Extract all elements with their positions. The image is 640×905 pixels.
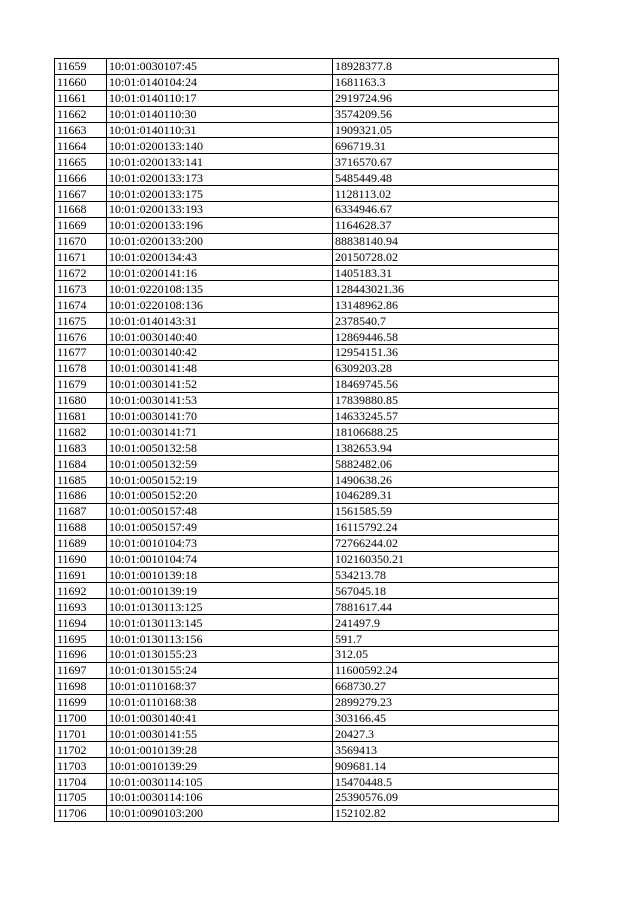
value-cell: 6334946.67 [333,202,559,218]
table-row [55,360,559,376]
table-row [55,408,559,424]
row-number-cell: 11706 [55,805,107,821]
row-number-cell: 11695 [55,631,107,647]
value-cell: 25390576.09 [333,789,559,805]
cadastral-number-cell: 10:01:0010139:19 [107,583,333,599]
cadastral-number-cell: 10:01:0030141:52 [107,376,333,392]
value-cell: 909681.14 [333,758,559,774]
table-row [55,106,559,122]
table-row [55,472,559,488]
row-number-cell: 11660 [55,74,107,90]
cadastral-number-cell: 10:01:0200133:140 [107,138,333,154]
value-cell: 312.05 [333,646,559,662]
table-row [55,217,559,233]
table-row [55,678,559,694]
row-number-cell: 11664 [55,138,107,154]
table-row [55,329,559,345]
cadastral-number-cell: 10:01:0030141:55 [107,726,333,742]
cadastral-number-cell: 10:01:0050132:59 [107,456,333,472]
value-cell: 18928377.8 [333,59,559,75]
value-cell: 5882482.06 [333,456,559,472]
cadastral-number-cell: 10:01:0030140:42 [107,345,333,361]
value-cell: 1909321.05 [333,122,559,138]
row-number-cell: 11674 [55,297,107,313]
table-row [55,154,559,170]
cadastral-number-cell: 10:01:0220108:136 [107,297,333,313]
row-number-cell: 11671 [55,249,107,265]
cadastral-number-cell: 10:01:0090103:200 [107,805,333,821]
value-cell: 14633245.57 [333,408,559,424]
cadastral-number-cell: 10:01:0010139:28 [107,742,333,758]
table-row [55,345,559,361]
row-number-cell: 11690 [55,551,107,567]
value-cell: 591.7 [333,631,559,647]
table-row [55,392,559,408]
table-row [55,742,559,758]
cadastral-number-cell: 10:01:0010104:73 [107,535,333,551]
cadastral-number-cell: 10:01:0030140:40 [107,329,333,345]
table-row [55,186,559,202]
value-cell: 241497.9 [333,615,559,631]
value-cell: 88838140.94 [333,233,559,249]
value-cell: 1164628.37 [333,217,559,233]
cadastral-number-cell: 10:01:0200134:43 [107,249,333,265]
value-cell: 1128113.02 [333,186,559,202]
value-cell: 16115792.24 [333,519,559,535]
row-number-cell: 11665 [55,154,107,170]
value-cell: 102160350.21 [333,551,559,567]
row-number-cell: 11672 [55,265,107,281]
table-body [55,59,559,822]
value-cell: 2919724.96 [333,90,559,106]
cadastral-number-cell: 10:01:0140143:31 [107,313,333,329]
table-row [55,122,559,138]
cadastral-number-cell: 10:01:0010104:74 [107,551,333,567]
value-cell: 20150728.02 [333,249,559,265]
row-number-cell: 11693 [55,599,107,615]
cadastral-number-cell: 10:01:0010139:18 [107,567,333,583]
cadastral-number-cell: 10:01:0050132:58 [107,440,333,456]
cadastral-number-cell: 10:01:0030141:70 [107,408,333,424]
cadastral-value-table [54,58,559,822]
value-cell: 7881617.44 [333,599,559,615]
cadastral-number-cell: 10:01:0200133:193 [107,202,333,218]
cadastral-number-cell: 10:01:0140104:24 [107,74,333,90]
table-row [55,74,559,90]
cadastral-number-cell: 10:01:0010139:29 [107,758,333,774]
value-cell: 1561585.59 [333,503,559,519]
row-number-cell: 11691 [55,567,107,583]
value-cell: 534213.78 [333,567,559,583]
table-row [55,599,559,615]
table-row [55,90,559,106]
table-row [55,488,559,504]
value-cell: 5485449.48 [333,170,559,186]
row-number-cell: 11703 [55,758,107,774]
row-number-cell: 11677 [55,345,107,361]
value-cell: 15470448.5 [333,774,559,790]
value-cell: 567045.18 [333,583,559,599]
cadastral-number-cell: 10:01:0030114:105 [107,774,333,790]
row-number-cell: 11686 [55,488,107,504]
table-row [55,59,559,75]
table-row [55,281,559,297]
table-row [55,789,559,805]
value-cell: 1681163.3 [333,74,559,90]
cadastral-number-cell: 10:01:0030107:45 [107,59,333,75]
cadastral-number-cell: 10:01:0050157:48 [107,503,333,519]
row-number-cell: 11668 [55,202,107,218]
table-row [55,567,559,583]
row-number-cell: 11661 [55,90,107,106]
value-cell: 696719.31 [333,138,559,154]
table-row [55,551,559,567]
row-number-cell: 11676 [55,329,107,345]
cadastral-number-cell: 10:01:0050152:20 [107,488,333,504]
cadastral-number-cell: 10:01:0130113:156 [107,631,333,647]
table-row [55,440,559,456]
value-cell: 668730.27 [333,678,559,694]
row-number-cell: 11692 [55,583,107,599]
table-row [55,519,559,535]
row-number-cell: 11702 [55,742,107,758]
cadastral-number-cell: 10:01:0200133:175 [107,186,333,202]
value-cell: 13148962.86 [333,297,559,313]
table-row [55,535,559,551]
cadastral-number-cell: 10:01:0200141:16 [107,265,333,281]
table-row [55,202,559,218]
value-cell: 18106688.25 [333,424,559,440]
cadastral-number-cell: 10:01:0030114:106 [107,789,333,805]
value-cell: 1490638.26 [333,472,559,488]
row-number-cell: 11673 [55,281,107,297]
table-row [55,726,559,742]
row-number-cell: 11684 [55,456,107,472]
cadastral-number-cell: 10:01:0200133:141 [107,154,333,170]
value-cell: 20427.3 [333,726,559,742]
table-row [55,424,559,440]
row-number-cell: 11681 [55,408,107,424]
table-row [55,646,559,662]
cadastral-number-cell: 10:01:0130155:23 [107,646,333,662]
row-number-cell: 11682 [55,424,107,440]
row-number-cell: 11683 [55,440,107,456]
cadastral-number-cell: 10:01:0050152:19 [107,472,333,488]
table-row [55,138,559,154]
value-cell: 12954151.36 [333,345,559,361]
value-cell: 2378540.7 [333,313,559,329]
cadastral-number-cell: 10:01:0200133:173 [107,170,333,186]
row-number-cell: 11696 [55,646,107,662]
table-row [55,662,559,678]
table-row [55,297,559,313]
row-number-cell: 11663 [55,122,107,138]
table-row [55,503,559,519]
value-cell: 3574209.56 [333,106,559,122]
row-number-cell: 11689 [55,535,107,551]
value-cell: 6309203.28 [333,360,559,376]
row-number-cell: 11704 [55,774,107,790]
row-number-cell: 11667 [55,186,107,202]
row-number-cell: 11694 [55,615,107,631]
row-number-cell: 11698 [55,678,107,694]
table-row [55,313,559,329]
row-number-cell: 11680 [55,392,107,408]
value-cell: 2899279.23 [333,694,559,710]
value-cell: 17839880.85 [333,392,559,408]
table-row [55,694,559,710]
row-number-cell: 11699 [55,694,107,710]
value-cell: 128443021.36 [333,281,559,297]
cadastral-number-cell: 10:01:0030141:71 [107,424,333,440]
value-cell: 303166.45 [333,710,559,726]
cadastral-number-cell: 10:01:0220108:135 [107,281,333,297]
value-cell: 1405183.31 [333,265,559,281]
table-row [55,631,559,647]
table-row [55,805,559,821]
row-number-cell: 11697 [55,662,107,678]
value-cell: 1046289.31 [333,488,559,504]
cadastral-number-cell: 10:01:0030140:41 [107,710,333,726]
row-number-cell: 11688 [55,519,107,535]
cadastral-number-cell: 10:01:0110168:38 [107,694,333,710]
row-number-cell: 11705 [55,789,107,805]
cadastral-number-cell: 10:01:0140110:17 [107,90,333,106]
cadastral-number-cell: 10:01:0130113:125 [107,599,333,615]
cadastral-number-cell: 10:01:0110168:37 [107,678,333,694]
cadastral-number-cell: 10:01:0140110:31 [107,122,333,138]
row-number-cell: 11659 [55,59,107,75]
cadastral-number-cell: 10:01:0130113:145 [107,615,333,631]
cadastral-number-cell: 10:01:0130155:24 [107,662,333,678]
cadastral-number-cell: 10:01:0030141:53 [107,392,333,408]
row-number-cell: 11669 [55,217,107,233]
cadastral-number-cell: 10:01:0050157:49 [107,519,333,535]
row-number-cell: 11670 [55,233,107,249]
value-cell: 12869446.58 [333,329,559,345]
table-row [55,758,559,774]
table-row [55,583,559,599]
row-number-cell: 11675 [55,313,107,329]
table-row [55,615,559,631]
value-cell: 152102.82 [333,805,559,821]
value-cell: 3716570.67 [333,154,559,170]
row-number-cell: 11701 [55,726,107,742]
table-row [55,233,559,249]
row-number-cell: 11678 [55,360,107,376]
row-number-cell: 11687 [55,503,107,519]
table-row [55,170,559,186]
cadastral-number-cell: 10:01:0200133:200 [107,233,333,249]
row-number-cell: 11666 [55,170,107,186]
table-row [55,774,559,790]
table-row [55,456,559,472]
row-number-cell: 11679 [55,376,107,392]
table-row [55,249,559,265]
row-number-cell: 11700 [55,710,107,726]
cadastral-number-cell: 10:01:0030141:48 [107,360,333,376]
cadastral-number-cell: 10:01:0140110:30 [107,106,333,122]
row-number-cell: 11662 [55,106,107,122]
cadastral-number-cell: 10:01:0200133:196 [107,217,333,233]
value-cell: 18469745.56 [333,376,559,392]
table-row [55,710,559,726]
value-cell: 11600592.24 [333,662,559,678]
table-row [55,265,559,281]
value-cell: 1382653.94 [333,440,559,456]
value-cell: 3569413 [333,742,559,758]
row-number-cell: 11685 [55,472,107,488]
table-row [55,376,559,392]
value-cell: 72766244.02 [333,535,559,551]
